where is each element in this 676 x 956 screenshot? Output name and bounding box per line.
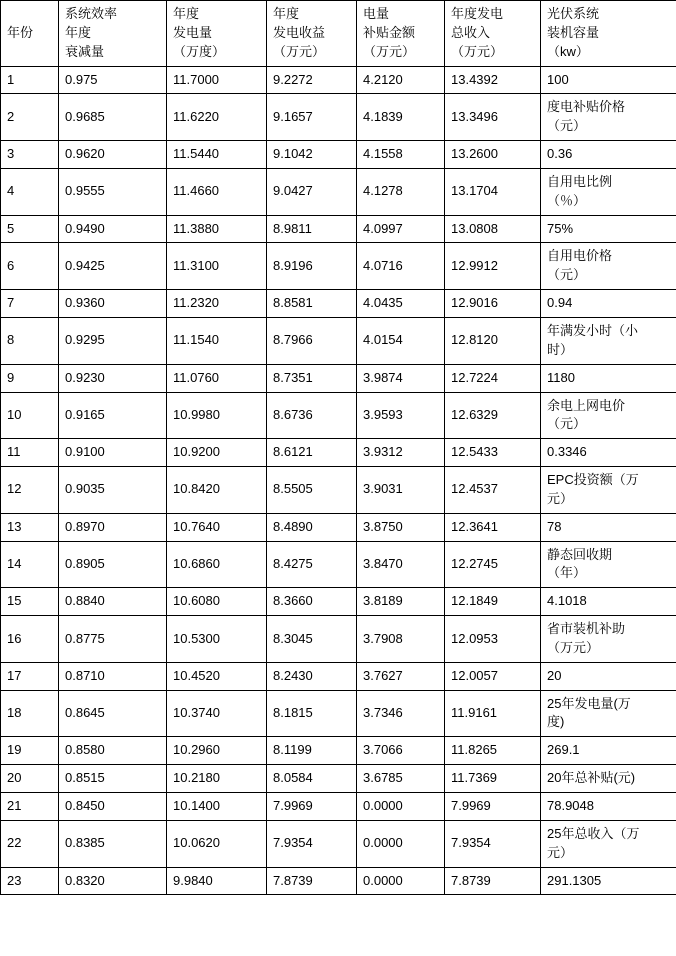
cell-year: 19 — [1, 737, 59, 765]
cell-gen: 9.9840 — [167, 867, 267, 895]
parameter-line: 25年总收入（万 — [547, 825, 640, 841]
table-row — [1, 392, 676, 439]
column-header-line: 发电收益 — [273, 24, 326, 40]
cell-decay: 0.8450 — [59, 793, 167, 821]
cell-year: 9 — [1, 364, 59, 392]
cell-decay: 0.9360 — [59, 290, 167, 318]
cell-parameter — [541, 513, 676, 541]
cell-parameter — [541, 141, 676, 169]
cell-inc: 8.6736 — [267, 392, 357, 439]
cell-parameter — [541, 317, 676, 364]
column-header-line: 光伏系统 — [547, 6, 600, 21]
parameter-line: （年） — [547, 565, 587, 581]
cell-gen: 10.6080 — [167, 588, 267, 616]
cell-gen: 10.5300 — [167, 616, 267, 663]
cell-total: 7.9969 — [445, 793, 541, 821]
column-header-line: 年度 — [273, 6, 300, 21]
cell-total: 12.4537 — [445, 467, 541, 514]
parameter-line: （元） — [547, 267, 587, 283]
table-body — [1, 66, 676, 895]
cell-decay: 0.8840 — [59, 588, 167, 616]
cell-decay: 0.8515 — [59, 765, 167, 793]
table-row — [1, 439, 676, 467]
table-row — [1, 94, 676, 141]
cell-decay: 0.9230 — [59, 364, 167, 392]
cell-gen: 10.2180 — [167, 765, 267, 793]
cell-total: 13.2600 — [445, 141, 541, 169]
parameter-line: 0.3346 — [547, 444, 587, 460]
parameter-line: （元） — [547, 118, 587, 134]
parameter-line: 元） — [547, 844, 574, 860]
cell-inc: 7.9354 — [267, 820, 357, 867]
cell-inc: 8.1199 — [267, 737, 357, 765]
cell-sub: 0.0000 — [357, 793, 445, 821]
column-header-line: 系统效率 — [65, 6, 118, 21]
column-header-6 — [445, 1, 541, 67]
column-header-7 — [541, 1, 676, 67]
parameter-line: 时） — [547, 341, 574, 357]
table-header — [1, 1, 676, 67]
cell-sub: 3.8750 — [357, 513, 445, 541]
cell-total: 12.3641 — [445, 513, 541, 541]
parameter-line: 0.94 — [547, 295, 573, 311]
cell-gen: 10.8420 — [167, 467, 267, 514]
cell-year: 2 — [1, 94, 59, 141]
cell-total: 12.0953 — [445, 616, 541, 663]
cell-total: 13.4392 — [445, 66, 541, 94]
cell-total: 12.2745 — [445, 541, 541, 588]
cell-sub: 3.7627 — [357, 662, 445, 690]
cell-parameter — [541, 364, 676, 392]
cell-parameter — [541, 168, 676, 215]
header-row — [1, 1, 676, 67]
parameter-line: 年满发小时（小 — [547, 322, 639, 338]
cell-decay: 0.8580 — [59, 737, 167, 765]
column-header-line: 年度 — [65, 24, 92, 40]
cell-parameter — [541, 243, 676, 290]
cell-decay: 0.8775 — [59, 616, 167, 663]
cell-gen: 11.3880 — [167, 215, 267, 243]
cell-inc: 9.1042 — [267, 141, 357, 169]
cell-inc: 7.8739 — [267, 867, 357, 895]
cell-total: 7.8739 — [445, 867, 541, 895]
cell-inc: 8.9811 — [267, 215, 357, 243]
cell-total: 12.1849 — [445, 588, 541, 616]
cell-inc: 8.4890 — [267, 513, 357, 541]
cell-gen: 10.7640 — [167, 513, 267, 541]
table-row — [1, 168, 676, 215]
cell-inc: 8.1815 — [267, 690, 357, 737]
table-row — [1, 616, 676, 663]
cell-total: 11.7369 — [445, 765, 541, 793]
cell-total: 13.1704 — [445, 168, 541, 215]
column-header-1 — [1, 1, 59, 67]
column-header-line: 发电量 — [173, 24, 213, 40]
column-header-line: 总收入 — [451, 24, 491, 40]
table-row — [1, 662, 676, 690]
column-header-line: 补贴金额 — [363, 24, 416, 40]
cell-parameter — [541, 616, 676, 663]
cell-year: 3 — [1, 141, 59, 169]
parameter-line: 75% — [547, 220, 574, 236]
column-header-4 — [267, 1, 357, 67]
cell-decay: 0.9295 — [59, 317, 167, 364]
cell-inc: 8.6121 — [267, 439, 357, 467]
parameter-line: 元） — [547, 490, 574, 506]
cell-parameter — [541, 541, 676, 588]
table-row — [1, 541, 676, 588]
cell-gen: 11.7000 — [167, 66, 267, 94]
cell-decay: 0.9620 — [59, 141, 167, 169]
column-header-line: 装机容量 — [547, 24, 600, 40]
cell-sub: 3.9874 — [357, 364, 445, 392]
cell-parameter — [541, 94, 676, 141]
cell-parameter — [541, 290, 676, 318]
table-row — [1, 290, 676, 318]
cell-gen: 11.0760 — [167, 364, 267, 392]
cell-sub: 3.8470 — [357, 541, 445, 588]
table-row — [1, 243, 676, 290]
column-header-line: 电量 — [363, 6, 390, 21]
cell-sub: 0.0000 — [357, 867, 445, 895]
cell-sub: 4.0997 — [357, 215, 445, 243]
cell-sub: 3.8189 — [357, 588, 445, 616]
parameter-line: 20年总补贴(元) — [547, 770, 636, 786]
cell-year: 18 — [1, 690, 59, 737]
parameter-line: 78 — [547, 518, 562, 534]
column-header-2 — [59, 1, 167, 67]
parameter-line: 78.9048 — [547, 798, 594, 813]
cell-total: 13.0808 — [445, 215, 541, 243]
cell-year: 12 — [1, 467, 59, 514]
parameter-line: 25年发电量(万 — [547, 695, 631, 711]
parameter-line: 度电补贴价格 — [547, 99, 626, 115]
cell-sub: 4.2120 — [357, 66, 445, 94]
cell-gen: 10.9980 — [167, 392, 267, 439]
column-header-line: 年度 — [173, 6, 200, 21]
cell-sub: 3.7346 — [357, 690, 445, 737]
cell-year: 17 — [1, 662, 59, 690]
cell-sub: 4.0435 — [357, 290, 445, 318]
cell-year: 6 — [1, 243, 59, 290]
cell-sub: 3.7066 — [357, 737, 445, 765]
table-row — [1, 765, 676, 793]
cell-inc: 9.0427 — [267, 168, 357, 215]
cell-total: 12.5433 — [445, 439, 541, 467]
cell-year: 1 — [1, 66, 59, 94]
cell-sub: 4.0716 — [357, 243, 445, 290]
cell-sub: 3.9312 — [357, 439, 445, 467]
cell-parameter — [541, 467, 676, 514]
cell-parameter — [541, 392, 676, 439]
cell-gen: 10.4520 — [167, 662, 267, 690]
cell-sub: 4.1278 — [357, 168, 445, 215]
cell-inc: 8.5505 — [267, 467, 357, 514]
cell-sub: 4.0154 — [357, 317, 445, 364]
cell-total: 12.0057 — [445, 662, 541, 690]
parameter-line: 1180 — [547, 369, 575, 385]
cell-decay: 0.8320 — [59, 867, 167, 895]
parameter-line: （万元） — [547, 639, 600, 655]
cell-total: 12.9912 — [445, 243, 541, 290]
parameter-line: 余电上网电价 — [547, 397, 626, 413]
cell-year: 7 — [1, 290, 59, 318]
cell-year: 4 — [1, 168, 59, 215]
cell-parameter — [541, 439, 676, 467]
cell-inc: 8.3045 — [267, 616, 357, 663]
parameter-line: 静态回收期 — [547, 546, 613, 562]
cell-decay: 0.9425 — [59, 243, 167, 290]
cell-inc: 9.2272 — [267, 66, 357, 94]
cell-parameter — [541, 867, 676, 895]
cell-parameter — [541, 737, 676, 765]
parameter-line: 100 — [547, 71, 569, 87]
cell-parameter — [541, 793, 676, 821]
cell-decay: 0.8905 — [59, 541, 167, 588]
cell-inc: 8.4275 — [267, 541, 357, 588]
cell-parameter — [541, 765, 676, 793]
cell-gen: 10.0620 — [167, 820, 267, 867]
cell-parameter — [541, 820, 676, 867]
cell-decay: 0.9490 — [59, 215, 167, 243]
table-row — [1, 588, 676, 616]
cell-gen: 11.6220 — [167, 94, 267, 141]
cell-sub: 4.1839 — [357, 94, 445, 141]
parameter-line: （％） — [547, 192, 587, 208]
cell-year: 5 — [1, 215, 59, 243]
table-row — [1, 793, 676, 821]
cell-decay: 0.9165 — [59, 392, 167, 439]
parameter-line: 4.1018 — [547, 593, 587, 609]
cell-sub: 3.6785 — [357, 765, 445, 793]
table-row — [1, 737, 676, 765]
cell-gen: 10.1400 — [167, 793, 267, 821]
cell-parameter — [541, 662, 676, 690]
cell-sub: 3.9031 — [357, 467, 445, 514]
cell-year: 13 — [1, 513, 59, 541]
cell-decay: 0.8970 — [59, 513, 167, 541]
parameter-line: 20 — [547, 667, 562, 683]
parameter-line: 291.1305 — [547, 872, 602, 888]
column-header-line: （万元） — [451, 43, 504, 59]
cell-total: 12.7224 — [445, 364, 541, 392]
cell-decay: 0.9555 — [59, 168, 167, 215]
cell-inc: 8.9196 — [267, 243, 357, 290]
column-header-line: 年份 — [7, 24, 34, 40]
table-row — [1, 690, 676, 737]
cell-gen: 11.4660 — [167, 168, 267, 215]
cell-gen: 11.3100 — [167, 243, 267, 290]
cell-total: 11.9161 — [445, 690, 541, 737]
cell-parameter — [541, 66, 676, 94]
cell-gen: 10.6860 — [167, 541, 267, 588]
cell-inc: 7.9969 — [267, 793, 357, 821]
cell-year: 20 — [1, 765, 59, 793]
cell-gen: 11.2320 — [167, 290, 267, 318]
cell-inc: 8.7351 — [267, 364, 357, 392]
parameter-line: 度) — [547, 714, 565, 730]
table-row — [1, 467, 676, 514]
cell-sub: 3.9593 — [357, 392, 445, 439]
table-row — [1, 364, 676, 392]
column-header-3 — [167, 1, 267, 67]
column-header-line: （万元） — [363, 43, 416, 59]
cell-inc: 8.2430 — [267, 662, 357, 690]
cell-total: 12.9016 — [445, 290, 541, 318]
column-header-line: 年度发电 — [451, 6, 504, 21]
table-row — [1, 141, 676, 169]
cell-sub: 4.1558 — [357, 141, 445, 169]
table-row — [1, 66, 676, 94]
cell-decay: 0.8710 — [59, 662, 167, 690]
column-header-line: （万元） — [273, 43, 326, 59]
cell-year: 15 — [1, 588, 59, 616]
cell-gen: 10.2960 — [167, 737, 267, 765]
column-header-line: （kw） — [547, 43, 589, 59]
cell-sub: 0.0000 — [357, 820, 445, 867]
parameter-line: EPC投资额（万 — [547, 472, 639, 488]
cell-inc: 8.3660 — [267, 588, 357, 616]
cell-decay: 0.8385 — [59, 820, 167, 867]
cell-year: 22 — [1, 820, 59, 867]
table-row — [1, 317, 676, 364]
table-row — [1, 867, 676, 895]
cell-year: 11 — [1, 439, 59, 467]
parameter-line: 269.1 — [547, 742, 580, 758]
cell-inc: 9.1657 — [267, 94, 357, 141]
table-row — [1, 513, 676, 541]
cell-decay: 0.9035 — [59, 467, 167, 514]
cell-inc: 8.0584 — [267, 765, 357, 793]
cell-total: 12.8120 — [445, 317, 541, 364]
table-row — [1, 820, 676, 867]
cell-gen: 10.3740 — [167, 690, 267, 737]
cell-total: 12.6329 — [445, 392, 541, 439]
cell-year: 8 — [1, 317, 59, 364]
cell-decay: 0.9685 — [59, 94, 167, 141]
column-header-5 — [357, 1, 445, 67]
cell-year: 14 — [1, 541, 59, 588]
cell-total: 11.8265 — [445, 737, 541, 765]
cell-gen: 10.9200 — [167, 439, 267, 467]
cell-year: 16 — [1, 616, 59, 663]
cell-inc: 8.8581 — [267, 290, 357, 318]
cell-inc: 8.7966 — [267, 317, 357, 364]
column-header-line: （万度） — [173, 43, 226, 59]
parameter-line: （元） — [547, 416, 587, 432]
cell-year: 21 — [1, 793, 59, 821]
table-row — [1, 215, 676, 243]
cell-year: 10 — [1, 392, 59, 439]
cell-parameter — [541, 588, 676, 616]
cell-total: 7.9354 — [445, 820, 541, 867]
cell-parameter — [541, 215, 676, 243]
column-header-line: 衰减量 — [65, 43, 105, 59]
cell-decay: 0.8645 — [59, 690, 167, 737]
cell-decay: 0.975 — [59, 66, 167, 94]
cell-gen: 11.1540 — [167, 317, 267, 364]
parameter-line: 自用电价格 — [547, 248, 613, 264]
cell-parameter — [541, 690, 676, 737]
parameter-line: 省市装机补助 — [547, 621, 626, 637]
cell-gen: 11.5440 — [167, 141, 267, 169]
parameter-line: 自用电比例 — [547, 173, 613, 189]
parameter-line: 0.36 — [547, 146, 573, 162]
cell-sub: 3.7908 — [357, 616, 445, 663]
cell-year: 23 — [1, 867, 59, 895]
cell-decay: 0.9100 — [59, 439, 167, 467]
cell-total: 13.3496 — [445, 94, 541, 141]
